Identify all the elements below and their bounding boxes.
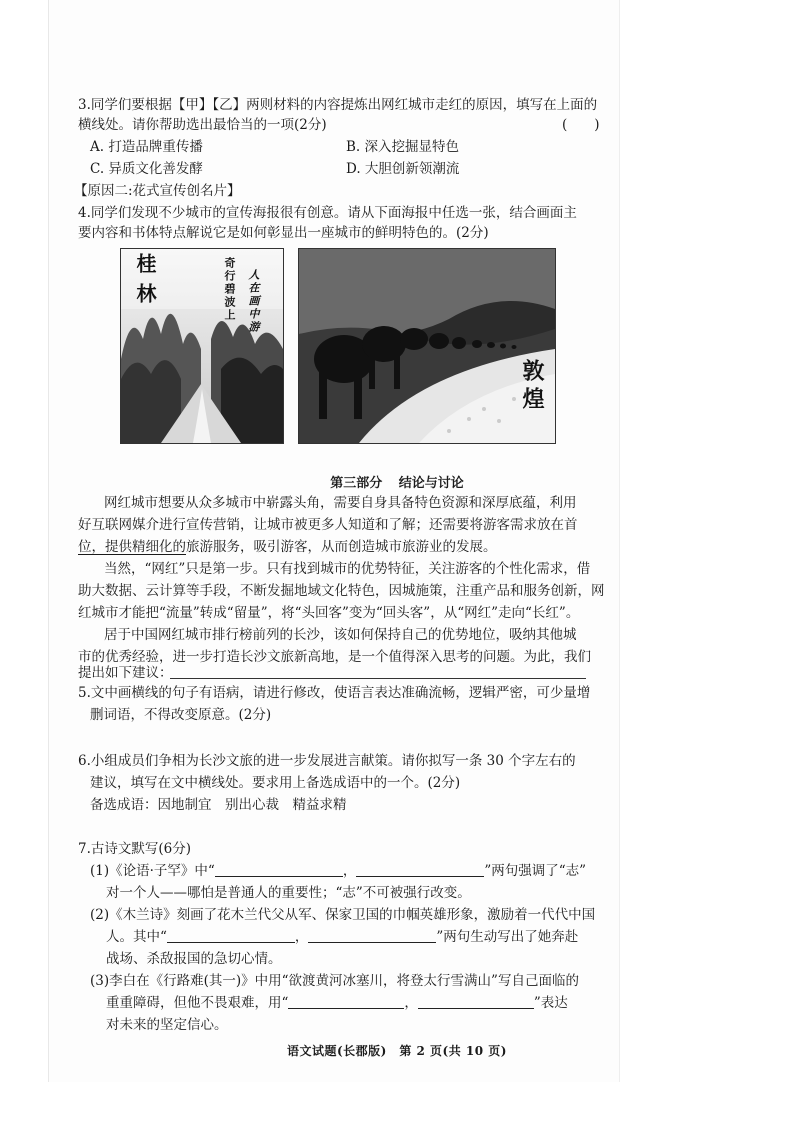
para2-line3: 红城市才能把“流量”转成“留量”，将“头回客”变为“回头客”，从“网红”走向“长红”。 [78,605,580,621]
poem-blank-2[interactable] [356,862,484,877]
dunhuang-title: 敦煌 [519,359,545,415]
q3-answer-paren[interactable]: ( ) [562,117,600,133]
q7-s2-line2: 人。其中“ ， ”两句生动写出了她奔赴 [106,929,579,945]
q6-line2: 建议，填写在文中横线处。要求用上备选成语中的一个。(2分) [90,775,461,791]
q3-option-b: B. 深入挖掘显特色 [346,139,460,155]
para2-line1: 当然，“网红”只是第一步。只有找到城市的优势特征，关注游客的个性化需求，借 [104,561,591,577]
para1-line3: 位，提供精细化的旅游服务，吸引游客，从而创造城市旅游业的发展。 [78,539,497,555]
poem-blank-3[interactable] [167,928,295,943]
part-three-heading [0,472,794,491]
para3-line2: 市的优秀经验，进一步打造长沙文旅新高地，是一个值得深入思考的问题。为此，我们 [78,649,591,665]
dunhuang-poster [298,248,556,444]
poem-blank-1[interactable] [215,862,343,877]
para2-line2: 助大数据、云计算等手段，不断发掘地域文化特色，因城施策，注重产品和服务创新，网 [78,583,605,599]
para1-line1: 网红城市想要从众多城市中崭露头角，需要自身具备特色资源和深厚底蕴，利用 [104,495,577,511]
q7-s2-line1: (2)《木兰诗》刻画了花木兰代父从军、保家卫国的巾帼英雄形象，激励着一代代中国 [90,907,596,923]
reason-two-heading: 【原因二:花式宣传创名片】 [74,183,241,199]
q3-option-c: C. 异质文化善发酵 [90,161,203,177]
q7-s1-line1: (1)《论语·子罕》中“ ， ”两句强调了“志” [90,863,587,879]
q7-s3-line2: 重重障碍，但他不畏艰难，用“ ， ”表达 [106,995,568,1011]
q3-line1: 3.同学们要根据【甲】【乙】两则材料的内容提炼出网红城市走红的原因，填写在上面的 [78,97,598,113]
q7-s3-line1: (3)李白在《行路难(其一)》中用“欲渡黄河冰塞川，将登太行雪满山”写自己面临的 [90,973,579,989]
poem-blank-6[interactable] [418,994,534,1009]
para3-line3: 提出如下建议： [78,665,173,681]
para3-line1: 居于中国网红城市排行榜前列的长沙，该如何保持自己的优势地位，吸纳其他城 [104,627,577,643]
poem-blank-5[interactable] [288,994,404,1009]
guilin-poster [120,248,284,444]
q4-line2: 要内容和书体特点解说它是如何彰显出一座城市的鲜明特色的。(2分) [78,225,489,241]
suggestion-answer-line[interactable] [170,678,586,679]
q3-option-d: D. 大胆创新领潮流 [346,161,460,177]
guilin-verse-col2: 人在画中游 [247,269,260,334]
para1-line2: 好互联网媒介进行宣传营销，让城市被更多人知道和了解；还需要将游客需求放在首 [78,517,578,533]
q7-s2-line3: 战场、杀敌报国的急切心情。 [106,951,282,967]
guilin-verse-col1: 奇行碧波上 [223,257,236,322]
q5-line1: 5.文中画横线的句子有语病，请进行修改，使语言表达准确流畅，逻辑严密，可少量增 [78,685,591,701]
q7-s1-line2: 对一个人——哪怕是普通人的重要性；“志”不可被强行改变。 [106,885,471,901]
q6-line1: 6.小组成员们争相为长沙文旅的进一步发展进言献策。请你拟写一条 30 个字左右的 [78,753,576,769]
poem-blank-4[interactable] [308,928,436,943]
q3-line2: 横线处。请你帮助选出最恰当的一项(2分) [78,117,327,133]
page-footer: 语文试题(长郡版) 第 2 页(共 10 页) [287,1044,507,1058]
q6-idiom-options: 备选成语：因地制宜 别出心裁 精益求精 [90,797,347,813]
q7-s3-line3: 对未来的坚定信心。 [106,1017,228,1033]
q3-option-a: A. 打造品牌重传播 [90,139,203,155]
guilin-title: 桂林 [133,253,157,313]
q7-title: 7.古诗文默写(6分) [78,841,192,857]
q5-line2: 删词语，不得改变原意。(2分) [90,707,272,723]
part-three-title: 结论与讨论 [398,476,464,491]
q4-line1: 4.同学们发现不少城市的宣传海报很有创意。请从下面海报中任选一张，结合画面主 [78,205,577,221]
underlined-sentence: 位，提供精细化的 [78,539,186,555]
part-three-label: 第三部分 [330,476,383,491]
